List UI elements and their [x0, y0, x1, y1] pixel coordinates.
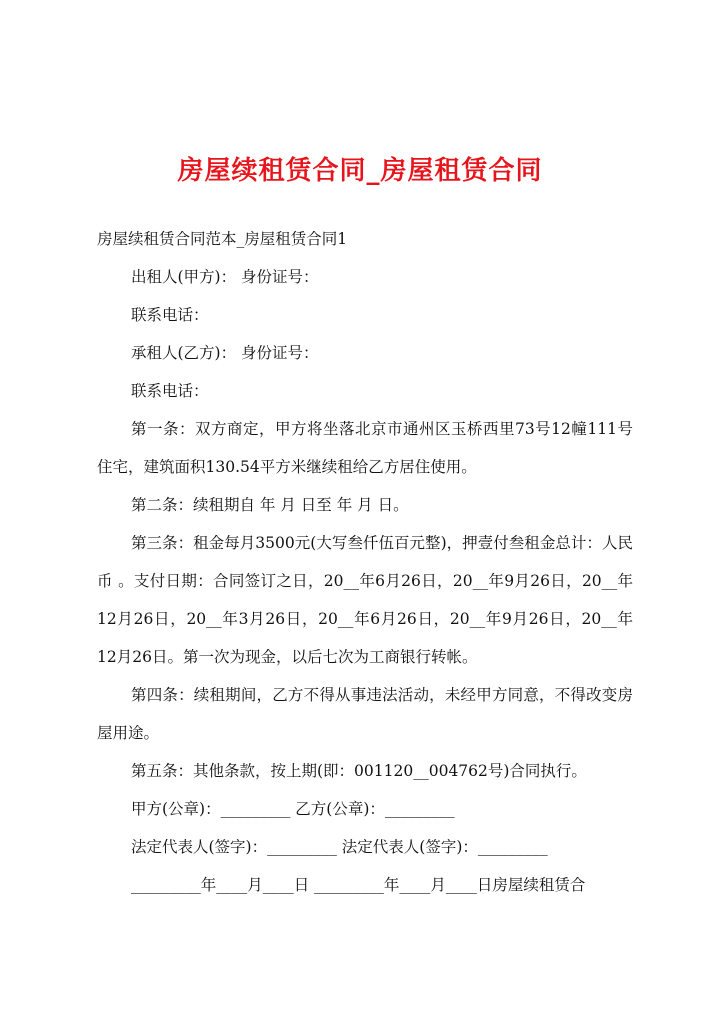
clause-1: 第一条：双方商定，甲方将坐落北京市通州区玉桥西里73号12幢111号住宅，建筑面积130.54平方米继续租给乙方居住使用。 [97, 420, 633, 476]
document-title: 房屋续租赁合同_房屋租赁合同 [177, 156, 543, 186]
clause-2: 第二条：续租期自 年 月 日至 年 月 日。 [131, 496, 409, 514]
clause-3: 第三条：租金每月3500元(大写叁仟伍百元整)，押壹付叁租金总计：人民币 。支付日期：合同签订之日，20__年6月26日，20__年9月26日，20__年12月26日，20__年3月26日，20__年6月26日，20__年9月26日，20__年12月26日。第一次为现金，以后七次为工商银行转帐。 [97, 534, 633, 666]
document-body [97, 220, 633, 904]
clause-4: 第四条：续租期间，乙方不得从事违法活动，未经甲方同意，不得改变房屋用途。 [97, 686, 633, 742]
clause-5: 第五条：其他条款，按上期(即：001120__004762号)合同执行。 [131, 762, 587, 780]
seal-line: 甲方(公章)：_________ 乙方(公章)：_________ [131, 800, 455, 818]
lessee-phone-line: 联系电话： [131, 382, 209, 400]
date-line: _________年____月____日 _________年____月____日房屋续租赁合 [131, 876, 586, 894]
lessor-line: 出租人(甲方)： 身份证号： [131, 268, 319, 286]
lessee-line: 承租人(乙方)： 身份证号： [131, 344, 319, 362]
lessor-phone-line: 联系电话： [131, 306, 209, 324]
document-subtitle: 房屋续租赁合同范本_房屋租赁合同1 [97, 230, 348, 248]
signature-line: 法定代表人(签字)：_________ 法定代表人(签字)：_________ [131, 838, 548, 856]
